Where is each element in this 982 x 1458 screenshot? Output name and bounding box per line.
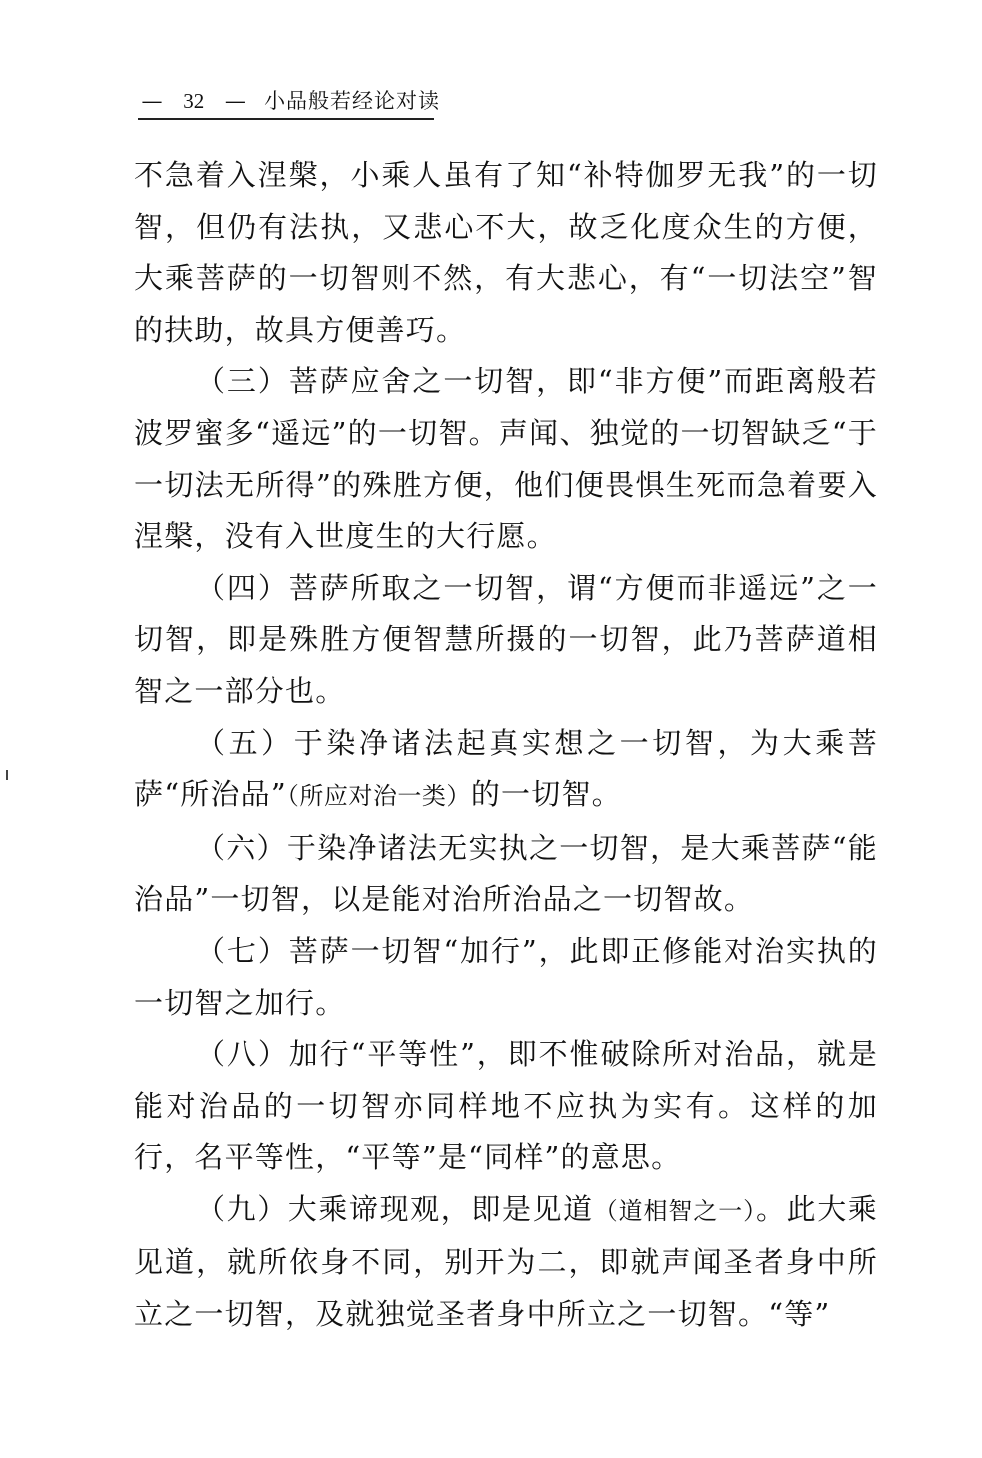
paragraph-item-4: （四）菩萨所取之一切智，谓“方便而非遥远”之一切智，即是殊胜方便智慧所摄的一切智，此乃菩萨道相智之一部分也。 <box>134 570 878 708</box>
header-dash-left: — <box>141 89 163 113</box>
page-number: 32 <box>183 89 205 113</box>
paragraph-item-5 <box>134 718 878 823</box>
paragraph-item-5-tail: 的一切智。 <box>470 777 622 812</box>
paragraph-item-9-note: （道相智之一） <box>593 1196 756 1225</box>
paragraph-item-3: （三）菩萨应舍之一切智，即“非方便”而距离般若波罗蜜多“遥远”的一切智。声闻、独觉的一切智缺乏“于一切法无所得”的殊胜方便，他们便畏惧生死而急着要入涅槃，没有入世度生的大行愿。 <box>134 364 878 554</box>
paragraph-item-6: （六）于染净诸法无实执之一切智，是大乘菩萨“能治品”一切智，以是能对治所治品之一切智故。 <box>134 830 878 917</box>
page-body <box>134 150 878 1341</box>
header-dash-right: — <box>224 89 246 113</box>
paragraph-item-5-note: （所应对治一类） <box>286 782 471 811</box>
paragraph-item-7: （七）菩萨一切智“加行”，此即正修能对治实执的一切智之加行。 <box>134 933 878 1020</box>
paragraph-item-9-text: （九）大乘谛现观，即是见道 <box>196 1191 594 1226</box>
paragraph-continued: 不急着入涅槃，小乘人虽有了知“补特伽罗无我”的一切智，但仍有法执，又悲心不大，故乏化度众生的方便，大乘菩萨的一切智则不然，有大悲心，有“一切法空”智的扶助，故具方便善巧。 <box>134 158 878 347</box>
paragraph-item-9 <box>134 1184 878 1341</box>
paragraph-item-9-tail: 。此大乘见道，就所依身不同，别开为二，即就声闻圣者身中所立之一切智，及就独觉圣者身中所立之一切智。“等” <box>134 1191 878 1332</box>
paragraph-item-5-text: （五）于染净诸法起真实想之一切智，为大乘菩萨“所治品” <box>134 725 878 812</box>
scan-margin-mark <box>6 770 8 780</box>
running-header <box>138 86 441 120</box>
book-title: 小品般若经论对读 <box>264 89 441 113</box>
paragraph-item-8: （八）加行“平等性”，即不惟破除所对治品，就是能对治品的一切智亦同样地不应执为实有。这样的加行，名平等性，“平等”是“同样”的意思。 <box>134 1037 878 1175</box>
